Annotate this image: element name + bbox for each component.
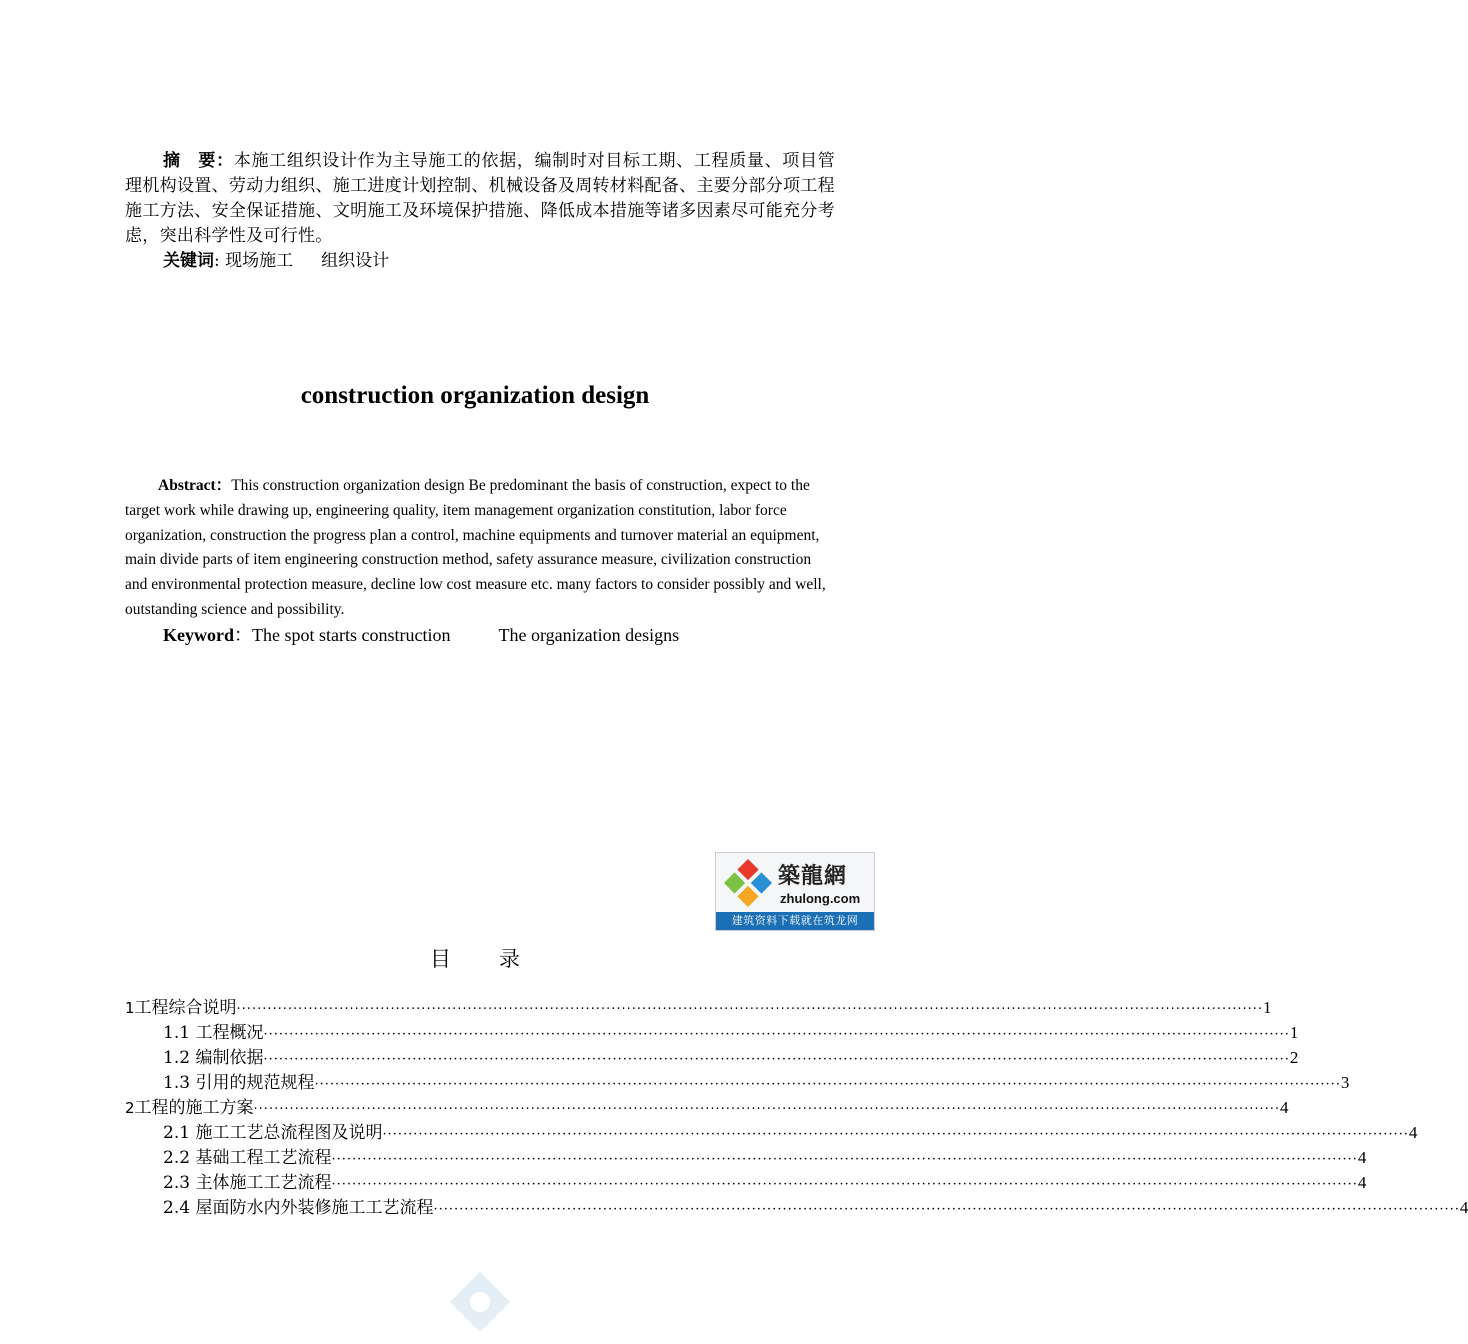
toc-entry-label: 工程综合说明 xyxy=(134,998,237,1018)
toc-entry-label: 工程的施工方案 xyxy=(134,1098,254,1118)
watermark-snowflake-icon xyxy=(448,1270,512,1334)
english-abstract-label: Abstract： xyxy=(158,477,232,494)
toc-entry-label: 1.2 编制依据 xyxy=(163,1048,264,1068)
toc-entry[interactable] xyxy=(163,1020,1299,1045)
toc-leader-dots: ········································································································································································································ xyxy=(433,1202,1460,1217)
toc-entry[interactable] xyxy=(163,1170,1367,1195)
toc-entry[interactable] xyxy=(163,1045,1299,1070)
toc-leader-dots: ········································································································································································································ xyxy=(331,1177,1358,1192)
toc-entry[interactable] xyxy=(163,1070,1350,1095)
toc-entry-number: 2 xyxy=(125,1099,135,1117)
english-keyword-colon: ： xyxy=(234,625,252,645)
chinese-keywords xyxy=(163,249,389,274)
toc-entry-number: 1 xyxy=(125,999,135,1017)
toc-entry-label: 2.1 施工工艺总流程图及说明 xyxy=(163,1123,383,1143)
toc-entry[interactable] xyxy=(163,1145,1367,1170)
zhulong-logo xyxy=(715,852,875,931)
chinese-keyword-label: 关键词 xyxy=(163,251,214,271)
toc-entry[interactable] xyxy=(163,1120,1418,1145)
toc-entry-page: 2 xyxy=(1289,1048,1299,1067)
toc-entry-page: 4 xyxy=(1459,1198,1468,1217)
toc-entry-page: 4 xyxy=(1408,1123,1418,1142)
english-abstract xyxy=(125,474,830,623)
chinese-keyword-colon: : xyxy=(214,251,220,271)
chinese-keyword-1: 现场施工 xyxy=(225,251,294,271)
logo-slogan: 建筑资料下载就在筑龙网 xyxy=(716,912,874,930)
logo-name: 築龍網 xyxy=(778,864,848,889)
toc-leader-dots: ········································································································································································································ xyxy=(314,1077,1341,1092)
toc-entry-label: 1.3 引用的规范规程 xyxy=(163,1073,315,1093)
toc-leader-dots: ········································································································································································································ xyxy=(253,1102,1281,1117)
toc-entry-label: 2.2 基础工程工艺流程 xyxy=(163,1148,332,1168)
toc-entry-page: 3 xyxy=(1340,1073,1350,1092)
english-keyword-1: The spot starts construction xyxy=(252,625,451,645)
toc-entry[interactable] xyxy=(125,1095,1289,1120)
toc-entry-page: 4 xyxy=(1357,1173,1367,1192)
toc-entry-label: 2.3 主体施工工艺流程 xyxy=(163,1173,332,1193)
toc-entry-page: 1 xyxy=(1289,1023,1299,1042)
toc-entry-label: 2.4 屋面防水内外装修施工工艺流程 xyxy=(163,1198,434,1218)
english-keyword-2: The organization designs xyxy=(498,625,680,645)
logo-domain: zhulong.com xyxy=(780,891,861,906)
toc-entry-page: 4 xyxy=(1357,1148,1367,1167)
toc-leader-dots: ········································································································································································································ xyxy=(263,1027,1290,1042)
english-keywords xyxy=(163,623,679,647)
toc-entry-label: 1.1 工程概况 xyxy=(163,1023,264,1043)
toc-leader-dots: ········································································································································································································ xyxy=(331,1152,1358,1167)
zhulong-emblem-icon xyxy=(721,856,775,910)
toc-entry-page: 4 xyxy=(1280,1098,1289,1117)
english-keyword-label: Keyword xyxy=(163,625,234,645)
toc-entry[interactable] xyxy=(125,995,1272,1020)
chinese-abstract xyxy=(125,149,835,249)
english-abstract-text: This construction organization design Be predominant the basis of construction, expect to the target work while drawing up, engineering quality, item management organization constitution, labor force organization, construction the progress plan a control, machine equipments and turnover material an equipment, main divide parts of item engineering construction method, safety assurance measure, civilization construction and environmental protection measure, decline low cost measure etc. many factors to consider possibly and well, outstanding science and possibility. xyxy=(125,477,826,618)
chinese-keyword-2: 组织设计 xyxy=(321,251,390,271)
toc-entry-page: 1 xyxy=(1263,998,1272,1017)
toc-leader-dots: ········································································································································································································ xyxy=(263,1052,1290,1067)
english-title: construction organization design xyxy=(300,382,650,409)
toc-title: 目录 xyxy=(430,947,568,971)
toc-leader-dots: ········································································································································································································ xyxy=(236,1002,1264,1017)
chinese-abstract-label: 摘 要： xyxy=(163,151,234,171)
chinese-abstract-text: 本施工组织设计作为主导施工的依据，编制时对目标工期、工程质量、项目管理机构设置、劳动力组织、施工进度计划控制、机械设备及周转材料配备、主要分部分项工程施工方法、安全保证措施、文明施工及环境保护措施、降低成本措施等诸多因素尽可能充分考虑，突出科学性及可行性。 xyxy=(125,151,835,246)
toc-leader-dots: ········································································································································································································ xyxy=(382,1127,1409,1142)
toc-entry[interactable] xyxy=(163,1195,1468,1220)
